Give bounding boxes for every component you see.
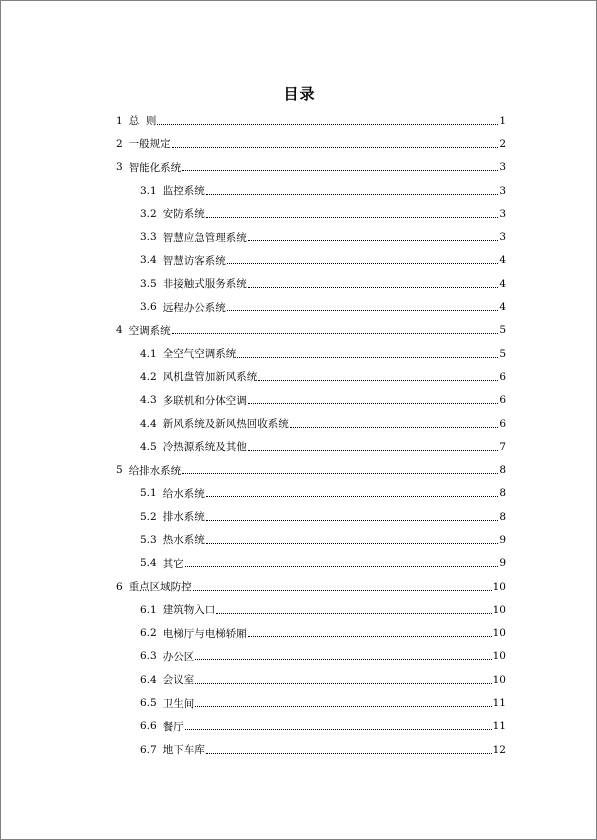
toc-entry-label: 监控系统 — [162, 185, 205, 198]
toc-entry-page-number: 9 — [499, 533, 506, 546]
toc-entry-page-number: 3 — [499, 161, 506, 174]
toc-entry-label: 排水系统 — [162, 511, 205, 524]
toc-entry-number: 3.5 — [140, 277, 157, 290]
toc-entry-page-number: 5 — [499, 347, 506, 360]
toc-dot-leader — [172, 147, 499, 148]
toc-entry-page-number: 4 — [499, 301, 506, 314]
toc-dot-leader — [206, 520, 499, 521]
toc-entry-number: 4.1 — [140, 347, 157, 360]
toc-entry-number: 6.6 — [140, 720, 157, 733]
toc-entry-label: 重点区域防控 — [128, 581, 192, 594]
toc-entry-number: 5 — [116, 464, 123, 477]
toc-entry-page-number: 4 — [499, 254, 506, 267]
toc-entry-page-number: 10 — [492, 673, 506, 686]
toc-dot-leader — [195, 659, 491, 660]
toc-entry-number: 6.7 — [140, 743, 157, 756]
toc-section-entry[interactable] — [1, 412, 597, 435]
toc-entry-label: 其它 — [162, 557, 184, 570]
toc-dot-leader — [248, 450, 499, 451]
toc-entry-label: 风机盘管加新风系统 — [162, 371, 258, 384]
toc-dot-leader — [206, 753, 492, 754]
toc-entry-label: 热水系统 — [162, 534, 205, 547]
toc-entry-number: 5.1 — [140, 487, 157, 500]
toc-entry-number: 5.2 — [140, 510, 157, 523]
toc-entry-page-number: 8 — [499, 464, 506, 477]
toc-entry-label: 冷热源系统及其他 — [162, 441, 247, 454]
toc-chapter-entry[interactable] — [1, 458, 597, 481]
toc-section-entry[interactable] — [1, 668, 597, 691]
toc-entry-number: 5.4 — [140, 557, 157, 570]
toc-entry-label: 智慧访客系统 — [162, 254, 226, 267]
toc-entry-number: 4 — [116, 324, 123, 337]
toc-entry-number: 4.5 — [140, 440, 157, 453]
toc-section-entry[interactable] — [1, 598, 597, 621]
toc-entry-label: 非接触式服务系统 — [162, 278, 247, 291]
toc-section-entry[interactable] — [1, 691, 597, 714]
toc-chapter-entry[interactable] — [1, 156, 597, 179]
toc-section-entry[interactable] — [1, 342, 597, 365]
toc-section-entry[interactable] — [1, 645, 597, 668]
toc-entry-number: 6.4 — [140, 673, 157, 686]
toc-entry-page-number: 2 — [499, 137, 506, 150]
toc-entry-label: 新风系统及新风热回收系统 — [162, 418, 289, 430]
toc-section-entry[interactable] — [1, 622, 597, 645]
toc-section-entry[interactable] — [1, 389, 597, 412]
toc-dot-leader — [206, 496, 499, 497]
toc-section-entry[interactable] — [1, 552, 597, 575]
toc-section-entry[interactable] — [1, 505, 597, 528]
toc-entry-page-number: 7 — [499, 440, 506, 453]
toc-dot-leader — [227, 310, 499, 311]
toc-entry-number: 6 — [116, 580, 123, 593]
toc-section-entry[interactable] — [1, 272, 597, 295]
toc-entry-page-number: 8 — [499, 510, 506, 523]
toc-entry-number: 6.5 — [140, 697, 157, 710]
toc-entry-label: 办公区 — [162, 650, 195, 663]
toc-entry-page-number: 4 — [499, 277, 506, 290]
table-of-contents — [1, 109, 597, 761]
toc-dot-leader — [206, 217, 499, 218]
toc-entry-number: 4.2 — [140, 370, 157, 383]
toc-entry-number: 3.2 — [140, 207, 157, 220]
toc-dot-leader — [206, 543, 499, 544]
toc-entry-number: 5.3 — [140, 533, 157, 546]
toc-entry-page-number: 3 — [499, 231, 506, 244]
toc-dot-leader — [193, 590, 492, 591]
toc-dot-leader — [248, 403, 499, 404]
toc-entry-label: 电梯厅与电梯轿厢 — [162, 627, 247, 640]
toc-dot-leader — [195, 683, 491, 684]
toc-dot-leader — [182, 473, 498, 474]
toc-entry-label: 多联机和分体空调 — [162, 394, 247, 407]
toc-dot-leader — [248, 240, 499, 241]
toc-entry-page-number: 6 — [499, 370, 506, 383]
toc-entry-label: 一般规定 — [128, 138, 171, 151]
toc-entry-page-number: 5 — [499, 324, 506, 337]
toc-entry-page-number: 8 — [499, 487, 506, 500]
toc-entry-label: 餐厅 — [162, 720, 184, 733]
toc-dot-leader — [227, 263, 499, 264]
toc-dot-leader — [172, 333, 499, 334]
toc-entry-number: 3.6 — [140, 301, 157, 314]
toc-entry-number: 1 — [116, 114, 123, 127]
toc-entry-label: 给排水系统 — [128, 464, 182, 477]
toc-entry-label: 远程办公系统 — [162, 301, 226, 314]
toc-section-entry[interactable] — [1, 295, 597, 318]
toc-chapter-entry[interactable] — [1, 109, 597, 132]
toc-dot-leader — [157, 124, 498, 125]
toc-dot-leader — [216, 613, 491, 614]
toc-entry-page-number: 10 — [492, 580, 506, 593]
toc-entry-number: 3 — [116, 161, 123, 174]
toc-dot-leader — [258, 380, 498, 381]
toc-entry-label: 卫生间 — [162, 697, 195, 710]
toc-entry-label: 地下车库 — [162, 744, 205, 757]
toc-chapter-entry[interactable] — [1, 575, 597, 598]
toc-dot-leader — [182, 170, 498, 171]
toc-entry-page-number: 11 — [492, 720, 506, 733]
toc-section-entry[interactable] — [1, 528, 597, 551]
toc-section-entry[interactable] — [1, 482, 597, 505]
toc-entry-page-number: 1 — [499, 114, 506, 127]
toc-entry-label: 总 则 — [128, 115, 157, 128]
toc-dot-leader — [185, 729, 492, 730]
toc-section-entry[interactable] — [1, 738, 597, 761]
toc-entry-label: 安防系统 — [162, 208, 205, 221]
toc-entry-number: 3.3 — [140, 231, 157, 244]
toc-entry-label: 空调系统 — [128, 324, 171, 337]
toc-dot-leader — [248, 287, 499, 288]
toc-dot-leader — [248, 636, 492, 637]
page-title: 目录 — [283, 85, 316, 103]
toc-section-entry[interactable] — [1, 435, 597, 458]
toc-entry-label: 给水系统 — [162, 487, 205, 500]
toc-entry-number: 3.4 — [140, 254, 157, 267]
toc-entry-page-number: 3 — [499, 207, 506, 220]
toc-chapter-entry[interactable] — [1, 132, 597, 155]
toc-entry-label: 建筑物入口 — [162, 604, 216, 617]
toc-section-entry[interactable] — [1, 225, 597, 248]
toc-entry-number: 3.1 — [140, 184, 157, 197]
toc-entry-page-number: 10 — [492, 603, 506, 616]
toc-dot-leader — [290, 427, 499, 428]
toc-section-entry[interactable] — [1, 249, 597, 272]
toc-entry-number: 4.3 — [140, 394, 157, 407]
toc-entry-page-number: 11 — [492, 697, 506, 710]
toc-entry-page-number: 12 — [492, 743, 506, 756]
toc-dot-leader — [195, 706, 491, 707]
toc-entry-page-number: 10 — [492, 627, 506, 640]
toc-dot-leader — [237, 357, 498, 358]
toc-entry-number: 2 — [116, 137, 123, 150]
toc-entry-label: 会议室 — [162, 674, 195, 687]
toc-section-entry[interactable] — [1, 179, 597, 202]
toc-entry-page-number: 9 — [499, 557, 506, 570]
toc-dot-leader — [185, 566, 499, 567]
toc-entry-label: 全空气空调系统 — [162, 348, 237, 361]
toc-entry-page-number: 10 — [492, 650, 506, 663]
toc-entry-page-number: 6 — [499, 394, 506, 407]
toc-entry-number: 6.2 — [140, 627, 157, 640]
toc-entry-label: 智能化系统 — [128, 161, 182, 174]
toc-entry-page-number: 3 — [499, 184, 506, 197]
toc-chapter-entry[interactable] — [1, 319, 597, 342]
toc-entry-number: 6.3 — [140, 650, 157, 663]
toc-section-entry[interactable] — [1, 365, 597, 388]
toc-section-entry[interactable] — [1, 202, 597, 225]
toc-entry-page-number: 6 — [499, 417, 506, 430]
toc-entry-number: 6.1 — [140, 603, 157, 616]
toc-entry-number: 4.4 — [140, 417, 157, 430]
toc-section-entry[interactable] — [1, 715, 597, 738]
toc-entry-label: 智慧应急管理系统 — [162, 231, 247, 244]
toc-dot-leader — [206, 194, 499, 195]
